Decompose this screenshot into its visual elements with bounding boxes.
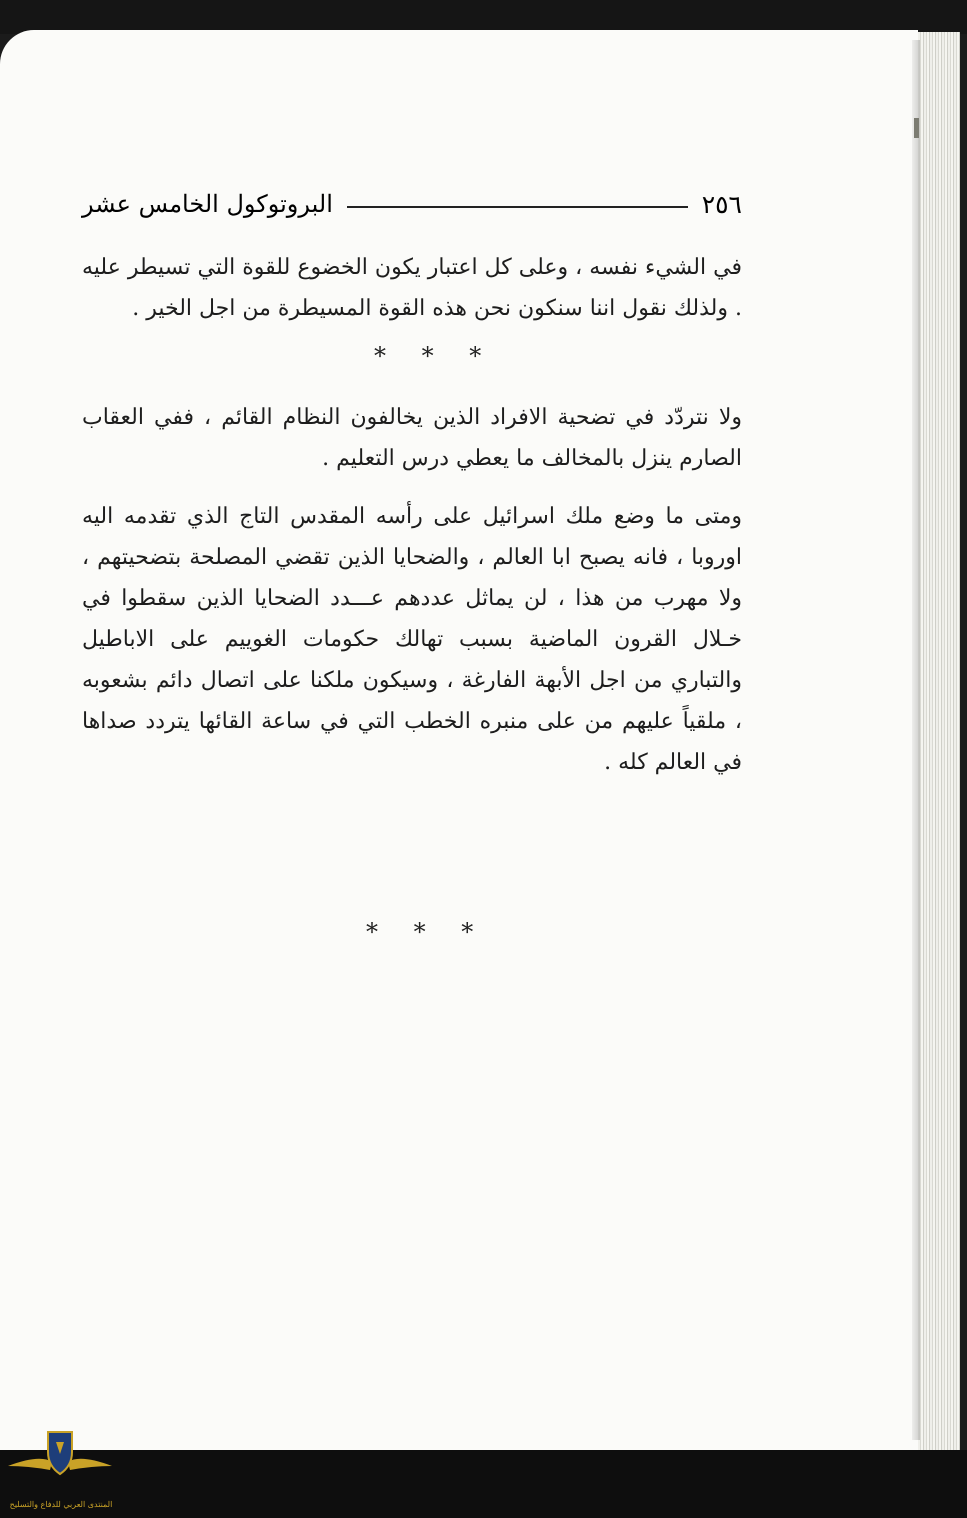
paragraph-3: ومتى ما وضع ملك اسرائيل على رأسه المقدس التاج الذي تقدمه اليه اوروبا ، فانه يصبح ابا العالم ، والضحايا الذين تقضي المصلحة بتضحيتهم ، ولا مهرب من هذا ، لن يماثل عددهم عـــدد الضحايا الذين سقطوا في خـلال القرون الماضية بسبب تهالك حكومات الغوييم على الاباطيل والتباري من اجل الأبهة الفارغة ، وسيكون ملكنا على اتصال دائم بشعوبه ، ملقياً عليهم من على منبره الخطب التي في ساعة القائها يتردد صداها في العالم كله . <box>82 504 742 775</box>
right-wing-icon <box>68 1459 112 1470</box>
page-edge-mark <box>914 118 919 138</box>
scan-bottom-edge <box>0 1450 967 1518</box>
page-gutter-shadow <box>912 40 920 1440</box>
section-separator-1: * * * <box>374 342 496 370</box>
header-rule <box>347 206 688 208</box>
paragraph-1: في الشيء نفسه ، وعلى كل اعتبار يكون الخضوع للقوة التي تسيطر عليه . ولذلك نقول اننا سنكون نحن هذه القوة المسيطرة من اجل الخير . <box>82 255 742 321</box>
running-title: البروتوكول الخامس عشر <box>82 190 333 218</box>
paragraph-2: ولا نتردّد في تضحية الافراد الذين يخالفون النظام القائم ، ففي العقاب الصارم ينزل بالمخالف ما يعطي درس التعليم . <box>82 405 742 471</box>
page-edges <box>918 32 960 1450</box>
page-number: ٢٥٦ <box>701 189 742 219</box>
scan-top-edge <box>0 0 967 34</box>
running-header <box>82 184 742 224</box>
section-separator-2: * * * <box>366 918 488 946</box>
watermark-text: المنتدى العربي للدفاع والتسليح <box>9 1500 113 1509</box>
left-wing-icon <box>8 1459 52 1470</box>
